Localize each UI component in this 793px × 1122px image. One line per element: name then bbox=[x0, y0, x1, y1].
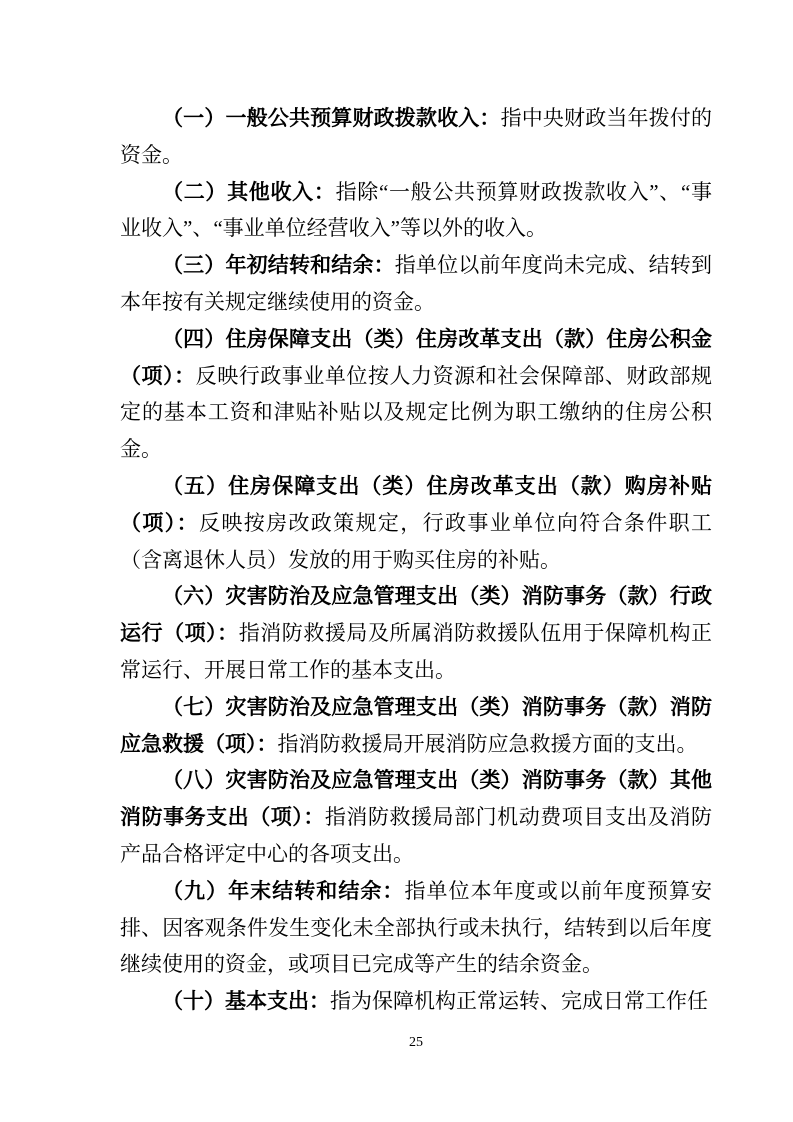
paragraph-body: 指除“一般公共预算财政拨款收入”、“事业收入”、“事业单位经营收入”等以外的收入。 bbox=[120, 179, 713, 241]
paragraph bbox=[120, 983, 712, 1020]
paragraph-body: 指为保障机构正常运转、完成日常工作任 bbox=[330, 989, 708, 1014]
paragraph-body: 指消防救援局开展消防应急救援方面的支出。 bbox=[277, 731, 698, 756]
paragraph bbox=[120, 762, 712, 872]
paragraph bbox=[120, 578, 712, 688]
paragraph-term: （一）一般公共预算财政拨款收入： bbox=[162, 106, 501, 130]
paragraph-body: 指消防救援局及所属消防救援队伍用于保障机构正常运行、开展日常工作的基本支出。 bbox=[120, 621, 713, 682]
paragraph-term: （二）其他收入： bbox=[162, 179, 336, 204]
paragraph bbox=[120, 468, 712, 578]
paragraph-term: （九）年末结转和结余： bbox=[162, 878, 405, 903]
paragraph bbox=[120, 689, 712, 763]
page-number: 25 bbox=[409, 1035, 423, 1050]
paragraph-term: （十）基本支出： bbox=[162, 989, 330, 1014]
paragraph-body: 指消防救援局部门机动费项目支出及消防产品合格评定中心的各项支出。 bbox=[120, 805, 713, 866]
document-body bbox=[120, 100, 712, 1020]
paragraph bbox=[120, 100, 712, 174]
paragraph bbox=[120, 247, 712, 321]
paragraph-body: 指单位本年度或以前年度预算安排、因客观条件发生变化未全部执行或未执行，结转到以后年度继续使用的资金，或项目已完成等产生的结余资金。 bbox=[120, 878, 713, 977]
paragraph-term: （六）灾害防治及应急管理支出（类）消防事务（款）行政运行（项）： bbox=[120, 584, 712, 646]
paragraph bbox=[120, 174, 712, 248]
paragraph-body: 反映行政事业单位按人力资源和社会保障部、财政部规定的基本工资和津贴补贴以及规定比例为职工缴纳的住房公积金。 bbox=[120, 363, 713, 462]
paragraph-body: 指单位以前年度尚未完成、结转到本年按有关规定继续使用的资金。 bbox=[120, 253, 713, 314]
paragraph-term: （三）年初结转和结余： bbox=[162, 253, 395, 278]
paragraph bbox=[120, 321, 712, 468]
paragraph-term: （八）灾害防治及应急管理支出（类）消防事务（款）其他消防事务支出（项）： bbox=[120, 768, 712, 830]
paragraph-term: （七）灾害防治及应急管理支出（类）消防事务（款）消防应急救援（项）： bbox=[120, 694, 712, 756]
paragraph-body: 反映按房改政策规定，行政事业单位向符合条件职工（含离退休人员）发放的用于购买住房的补贴。 bbox=[120, 510, 713, 572]
paragraph-term: （四）住房保障支出（类）住房改革支出（款）住房公积金（项）： bbox=[120, 326, 712, 388]
paragraph-term: （五）住房保障支出（类）住房改革支出（款）购房补贴（项）： bbox=[120, 473, 712, 535]
paragraph-body: 指中央财政当年拨付的资金。 bbox=[120, 106, 713, 167]
paragraph bbox=[120, 873, 712, 983]
